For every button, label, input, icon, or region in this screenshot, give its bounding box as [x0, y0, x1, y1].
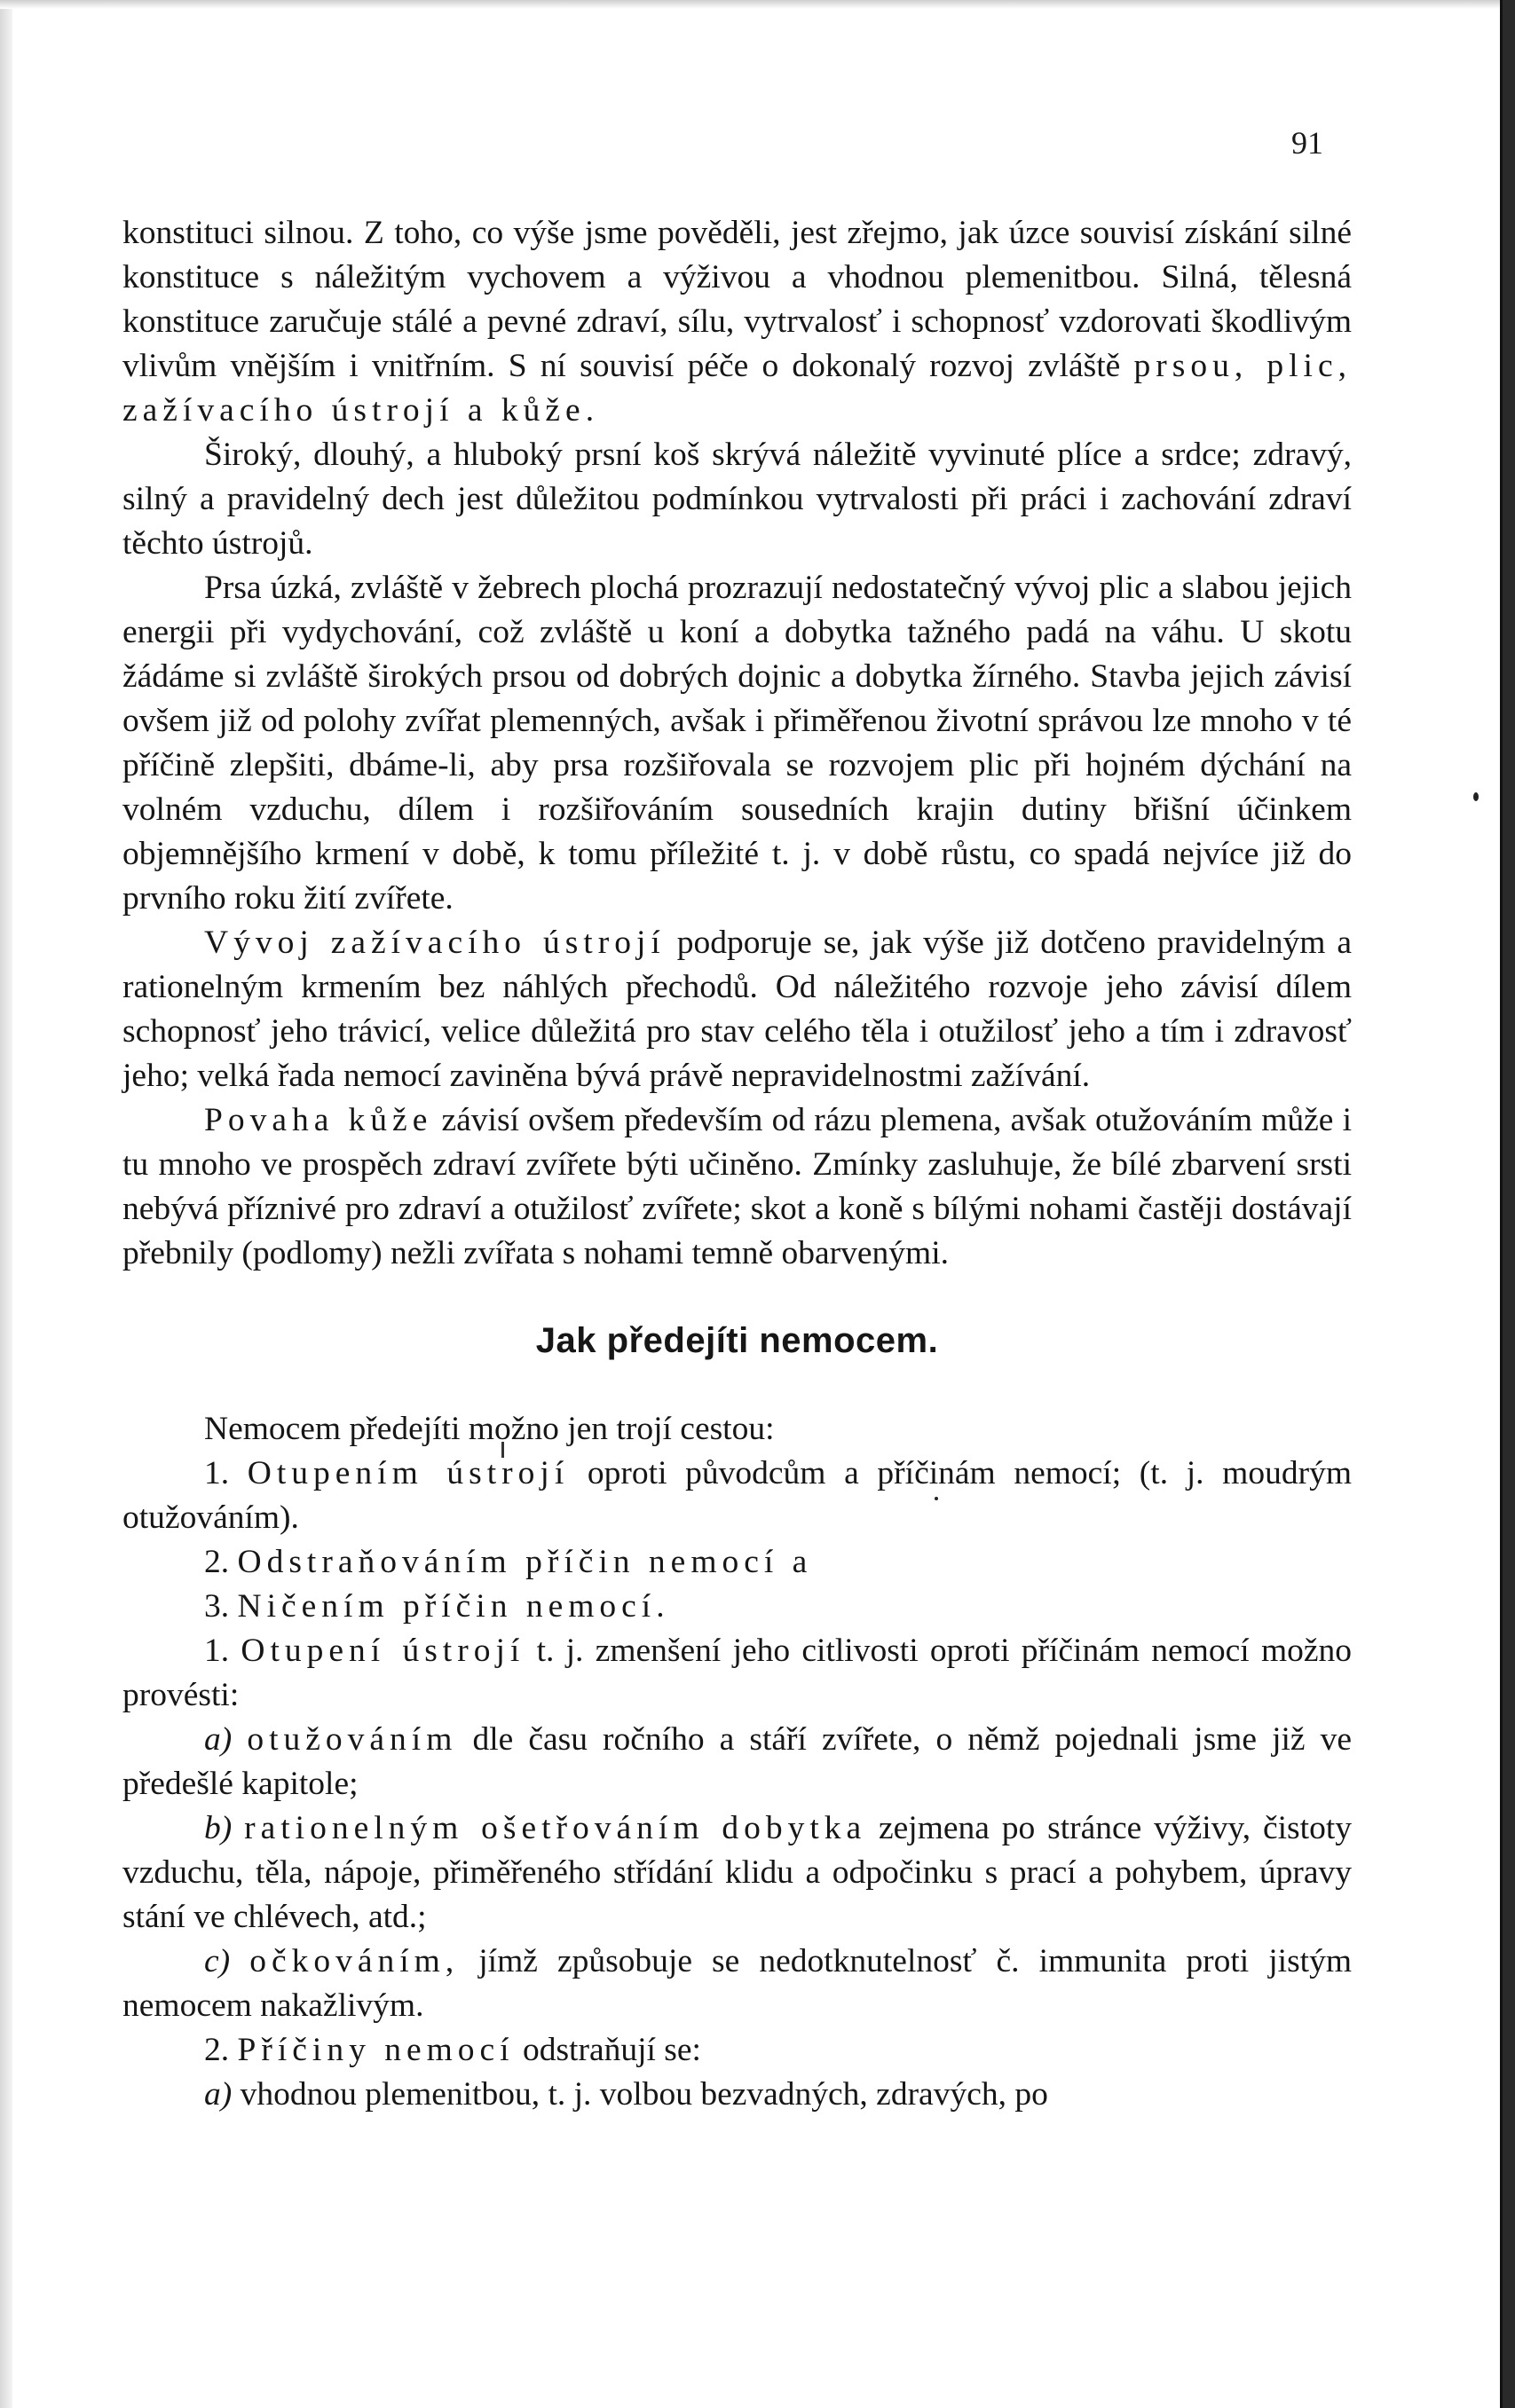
paragraph-text: podporuje se, jak výše již dotčeno pravidelným a rationelným krmením bez náhlých přechodů. Od náležitého rozvoje jeho závisí dílem schopnosť jeho trávicí, velice důležitá pro stav celého těla i otužilosť jeho a tím i zdravosť jeho; velká řada nemocí zaviněna bývá právě nepravidelnostmi zažívání.: [122, 925, 1352, 1094]
item-label: a): [204, 1721, 233, 1758]
paragraph: [122, 1098, 1352, 1276]
item-label: a): [204, 2076, 233, 2113]
paragraph-text: t. j. zmenšení jeho citlivosti oproti příčinám nemocí možno provésti:: [122, 1633, 1353, 1713]
paragraph-text: dle času ročního a stáří zvířete, o němž pojednali jsme již ve předešlé kapitole;: [122, 1721, 1353, 1802]
page-left-edge: [0, 0, 12, 2408]
spaced-emphasis: rationelným ošetřováním dobytka: [244, 1810, 867, 1846]
spaced-emphasis: Odstraňováním příčin nemocí a: [237, 1544, 813, 1580]
paragraph-text: vhodnou plemenitbou, t. j. volbou bezvadných, zdravých, po: [240, 2076, 1048, 2113]
spaced-emphasis: Ničením příčin nemocí.: [237, 1588, 670, 1625]
paragraph: [122, 921, 1352, 1098]
list-item: [122, 1585, 1352, 1629]
spaced-emphasis: Povaha kůže: [204, 1102, 433, 1138]
paragraph: Prsa úzká, zvláště v žebrech plochá prozrazují nedostatečný vývoj plic a slabou jejich energii při vydychování, což zvláště u koní a dobytka tažného padá na váhu. U skotu žádáme si zvláště širokých prsou od dobrých dojnic a dobytka žírného. Stavba jejich závisí ovšem již od polohy zvířat plemenných, avšak i přiměřenou životní správou lze mnoho v té příčině zlepšiti, dbáme-li, aby prsa rozšiřovala se rozvojem plic při hojném dýchání na volném vzduchu, dílem i rozšiřováním sousedních krajin dutiny břišní účinkem objemnějšího krmení v době, k tomu příležité t. j. v době růstu, co spadá nejvíce již do prvního roku žití zvířete.: [122, 570, 1352, 917]
spaced-emphasis: Otupením ústrojí: [247, 1455, 570, 1491]
paragraph: Nemocem předejíti možno jen trojí cestou:: [204, 1411, 775, 1447]
list-item: [122, 1540, 1352, 1585]
list-number: 3.: [204, 1588, 230, 1625]
body-text: [122, 211, 1352, 2117]
paragraph: [122, 211, 1352, 433]
margin-speck: [1473, 792, 1479, 801]
list-item: [122, 1718, 1352, 1806]
paragraph: Široký, dlouhý, a hluboký prsní koš skrývá náležitě vyvinuté plíce a srdce; zdravý, silný a pravidelný dech jest důležitou podmínkou vytrvalosti při práci i zachování zdraví těchto ústrojů.: [122, 437, 1352, 562]
spaced-emphasis: prsou, plic, zažívacího ústrojí a kůže.: [122, 348, 1352, 429]
paragraph-text: oproti původcům a příčinám nemocí; (t. j. moudrým otužováním).: [122, 1455, 1353, 1536]
list-item: [122, 1940, 1352, 2028]
paragraph: [122, 1629, 1352, 1718]
spaced-emphasis: očkováním,: [249, 1943, 460, 1979]
page-top-edge: [0, 0, 1500, 9]
paragraph-text: konstituci silnou. Z toho, co výše jsme pověděli, jest zřejmo, jak úzce souvisí získání silné konstituce s náležitým vychovem a výživou a vhodnou plemenitbou. Silná, tělesná konstituce zaručuje stálé a pevné zdraví, sílu, vytrvalosť i schopnosť vzdorovati škodlivým vlivům vnějším i vnitřním. S ní souvisí péče o dokonalý rozvoj zvláště: [122, 215, 1352, 384]
spaced-emphasis: Otupení ústrojí: [241, 1633, 525, 1669]
list-number: 1.: [204, 1455, 230, 1491]
list-number: 1.: [204, 1633, 230, 1669]
spaced-emphasis: otužováním: [247, 1721, 458, 1758]
list-item: [122, 2073, 1352, 2117]
paragraph-text: závisí ovšem především od rázu plemena, avšak otužováním může i tu mnoho ve prospěch zdraví zvířete býti učiněno. Zmínky zasluhuje, že bílé zbarvení srsti nebývá příznivé pro zdraví a otužilosť zvířete; skot a koně s bílými nohami častěji dostávají přebnily (podlomy) nežli zvířata s nohami temně obarvenými.: [122, 1102, 1353, 1271]
paragraph-text: odstraňují se:: [522, 2032, 701, 2068]
item-label: c): [204, 1943, 231, 1979]
section-heading: Jak předejíti nemocem.: [535, 1321, 939, 1360]
list-item: [122, 1806, 1352, 1940]
list-item: [122, 1452, 1352, 1540]
item-label: b): [204, 1810, 233, 1846]
paragraph-text: jímž způsobuje se nedotknutelnosť č. immunita proti jistým nemocem nakažlivým.: [122, 1943, 1353, 2024]
paragraph: [122, 2028, 1352, 2073]
list-number: 2.: [204, 1544, 230, 1580]
page-number: 91: [1291, 125, 1323, 161]
paragraph-text: zejmena po stránce výživy, čistoty vzduchu, těla, nápoje, přiměřeného střídání klidu a odpočinku s prací a pohybem, úpravy stání ve chlévech, atd.;: [122, 1810, 1352, 1935]
spaced-emphasis: Vývoj zažívacího ústrojí: [204, 925, 666, 961]
list-number: 2.: [204, 2032, 230, 2068]
spaced-emphasis: Příčiny nemocí: [237, 2032, 515, 2068]
